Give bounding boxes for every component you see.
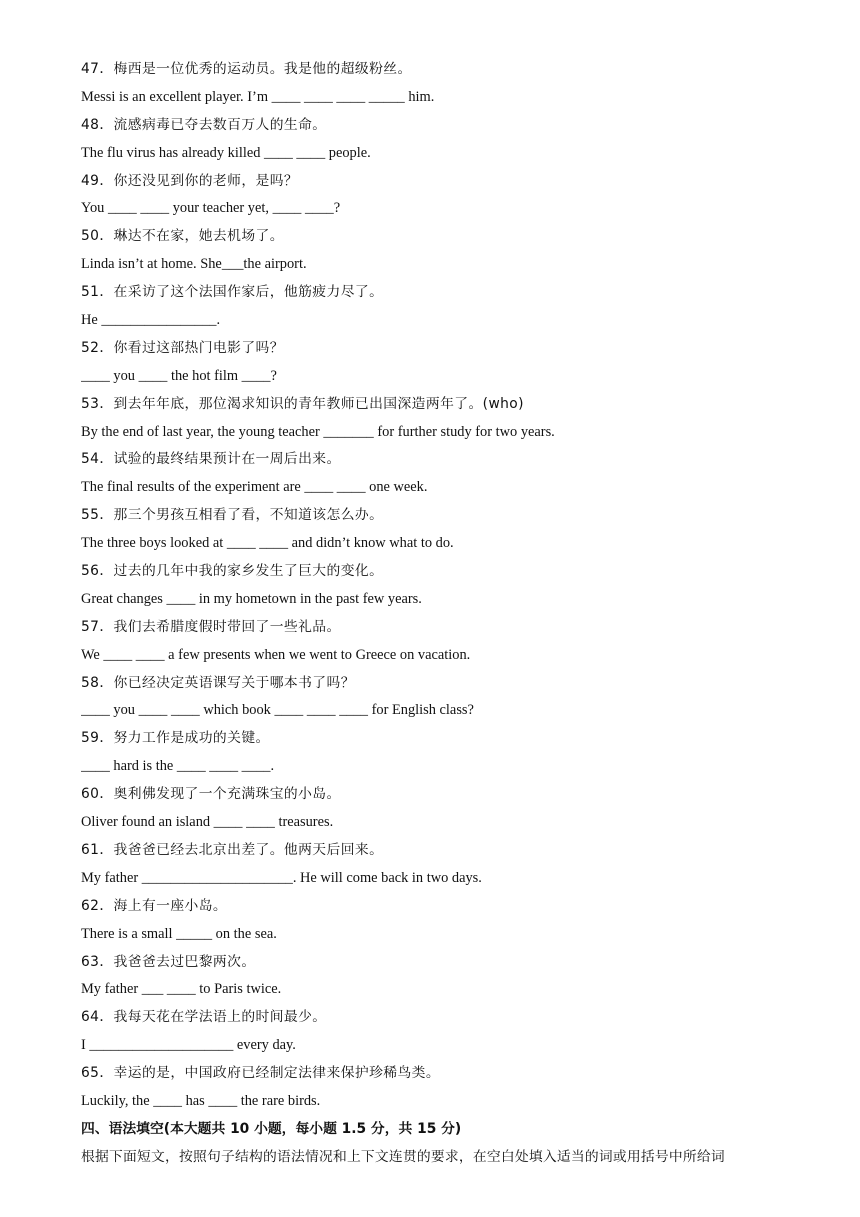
question-prompt: 61．我爸爸已经去北京出差了。他两天后回来。 [81, 841, 384, 858]
question-sentence: The final results of the experiment are ____ ____ one week. [81, 479, 428, 496]
question-prompt: 51．在采访了这个法国作家后，他筋疲力尽了。 [81, 284, 384, 301]
question-prompt: 58．你已经决定英语课写关于哪本书了吗？ [81, 674, 355, 691]
list-item [81, 391, 800, 447]
question-sentence: Great changes ____ in my hometown in the past few years. [81, 590, 422, 607]
list-item [81, 1060, 800, 1116]
question-sentence: By the end of last year, the young teacher _______ for further study for two years. [81, 423, 555, 440]
list-item [81, 670, 800, 726]
question-prompt: 55．那三个男孩互相看了看，不知道该怎么办。 [81, 507, 384, 524]
list-item [81, 168, 800, 224]
question-sentence: Linda isn’t at home. She___the airport. [81, 256, 307, 273]
question-prompt: 54．试验的最终结果预计在一周后出来。 [81, 451, 341, 468]
question-sentence: There is a small _____ on the sea. [81, 925, 277, 942]
question-prompt: 47．梅西是一位优秀的运动员。我是他的超级粉丝。 [81, 61, 412, 77]
question-prompt: 48．流感病毒已夺去数百万人的生命。 [81, 116, 327, 133]
question-prompt: 56．过去的几年中我的家乡发生了巨大的变化。 [81, 563, 384, 580]
list-item [81, 558, 800, 614]
grammar-section [81, 1116, 800, 1172]
list-item [81, 56, 800, 112]
question-prompt: 60．奥利佛发现了一个充满珠宝的小岛。 [81, 786, 341, 803]
translation-exercise-list [81, 56, 800, 1116]
list-item [81, 949, 800, 1005]
question-sentence: ____ you ____ the hot film ____? [81, 367, 277, 384]
question-sentence: We ____ ____ a few presents when we went to Greece on vacation. [81, 646, 471, 663]
list-item [81, 781, 800, 837]
list-item [81, 223, 800, 279]
question-sentence: My father _____________________. He will come back in two days. [81, 869, 482, 886]
list-item [81, 837, 800, 893]
list-item [81, 502, 800, 558]
question-prompt: 63．我爸爸去过巴黎两次。 [81, 953, 256, 970]
list-item [81, 1004, 800, 1060]
list-item [81, 725, 800, 781]
question-sentence: Messi is an excellent player. I’m ____ ____ ____ _____ him. [81, 88, 435, 105]
question-prompt: 62．海上有一座小岛。 [81, 897, 228, 914]
question-sentence: The three boys looked at ____ ____ and didn’t know what to do. [81, 535, 454, 552]
question-sentence: He ________________. [81, 312, 221, 329]
question-sentence: I ____________________ every day. [81, 1037, 296, 1054]
question-prompt: 50．琳达不在家，她去机场了。 [81, 228, 284, 245]
question-sentence: ____ you ____ ____ which book ____ ____ ____ for English class? [81, 702, 474, 719]
list-item [81, 614, 800, 670]
section-heading: 四、语法填空(本大题共 10 小题，每小题 1.5 分，共 15 分) [81, 1120, 462, 1137]
question-prompt: 52．你看过这部热门电影了吗？ [81, 339, 284, 356]
question-sentence: The flu virus has already killed ____ ____ people. [81, 144, 371, 161]
section-instruction: 根据下面短文，按照句子结构的语法情况和上下文连贯的要求，在空白处填入适当的词或用括号中所给词 [81, 1148, 725, 1165]
question-prompt: 53．到去年年底，那位渴求知识的青年教师已出国深造两年了。(who) [81, 395, 524, 412]
question-prompt: 64．我每天花在学法语上的时间最少。 [81, 1009, 327, 1026]
question-sentence: Luckily, the ____ has ____ the rare birds. [81, 1092, 321, 1109]
list-item [81, 446, 800, 502]
question-prompt: 49．你还没见到你的老师，是吗？ [81, 172, 299, 189]
list-item [81, 112, 800, 168]
list-item [81, 335, 800, 391]
question-prompt: 59．努力工作是成功的关键。 [81, 730, 270, 747]
list-item [81, 279, 800, 335]
question-prompt: 57．我们去希腊度假时带回了一些礼品。 [81, 618, 341, 635]
question-sentence: You ____ ____ your teacher yet, ____ ____? [81, 200, 341, 217]
question-sentence: ____ hard is the ____ ____ ____. [81, 758, 275, 775]
list-item [81, 893, 800, 949]
question-sentence: Oliver found an island ____ ____ treasures. [81, 814, 334, 831]
question-sentence: My father ___ ____ to Paris twice. [81, 981, 282, 998]
question-prompt: 65．幸运的是，中国政府已经制定法律来保护珍稀鸟类。 [81, 1065, 441, 1082]
